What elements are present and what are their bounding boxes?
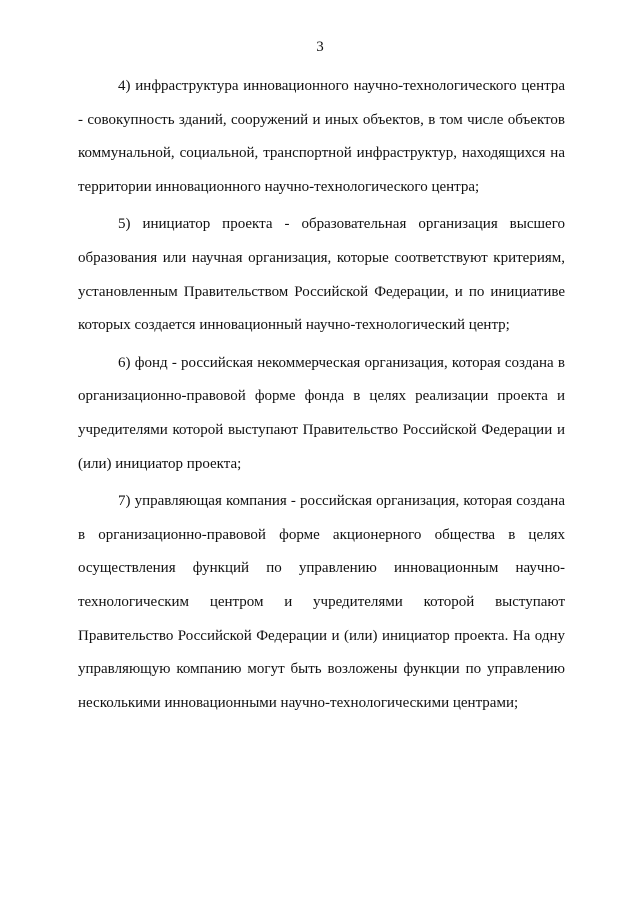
document-body [78,70,565,724]
definition-item-7: 7) управляющая компания - российская организация, которая создана в организационно-правовой форме акционерного общества в целях осуществления функций по управлению инновационным научно-технологическим центром и учредителями которой выступают Правительство Российской Федерации и (или) инициатор проекта. На одну управляющую компанию могут быть возложены функции по управлению несколькими инновационными научно-технологическими центрами; [78,493,565,711]
page-number: 3 [316,39,324,55]
definition-item-4: 4) инфраструктура инновационного научно-технологического центра - совокупность зданий, сооружений и иных объектов, в том числе объектов коммунальной, социальной, транспортной инфраструктур, находящихся на территории инновационного научно-технологического центра; [78,78,565,195]
definition-item-5: 5) инициатор проекта - образовательная организация высшего образования или научная организация, которые соответствуют критериям, установленным Правительством Российской Федерации, и по инициативе которых создается инновационный научно-технологический центр; [78,216,565,334]
definition-item-6: 6) фонд - российская некоммерческая организация, которая создана в организационно-правовой форме фонда в целях реализации проекта и учредителями которой выступают Правительство Российской Федерации и (или) инициатор проекта; [78,354,565,472]
